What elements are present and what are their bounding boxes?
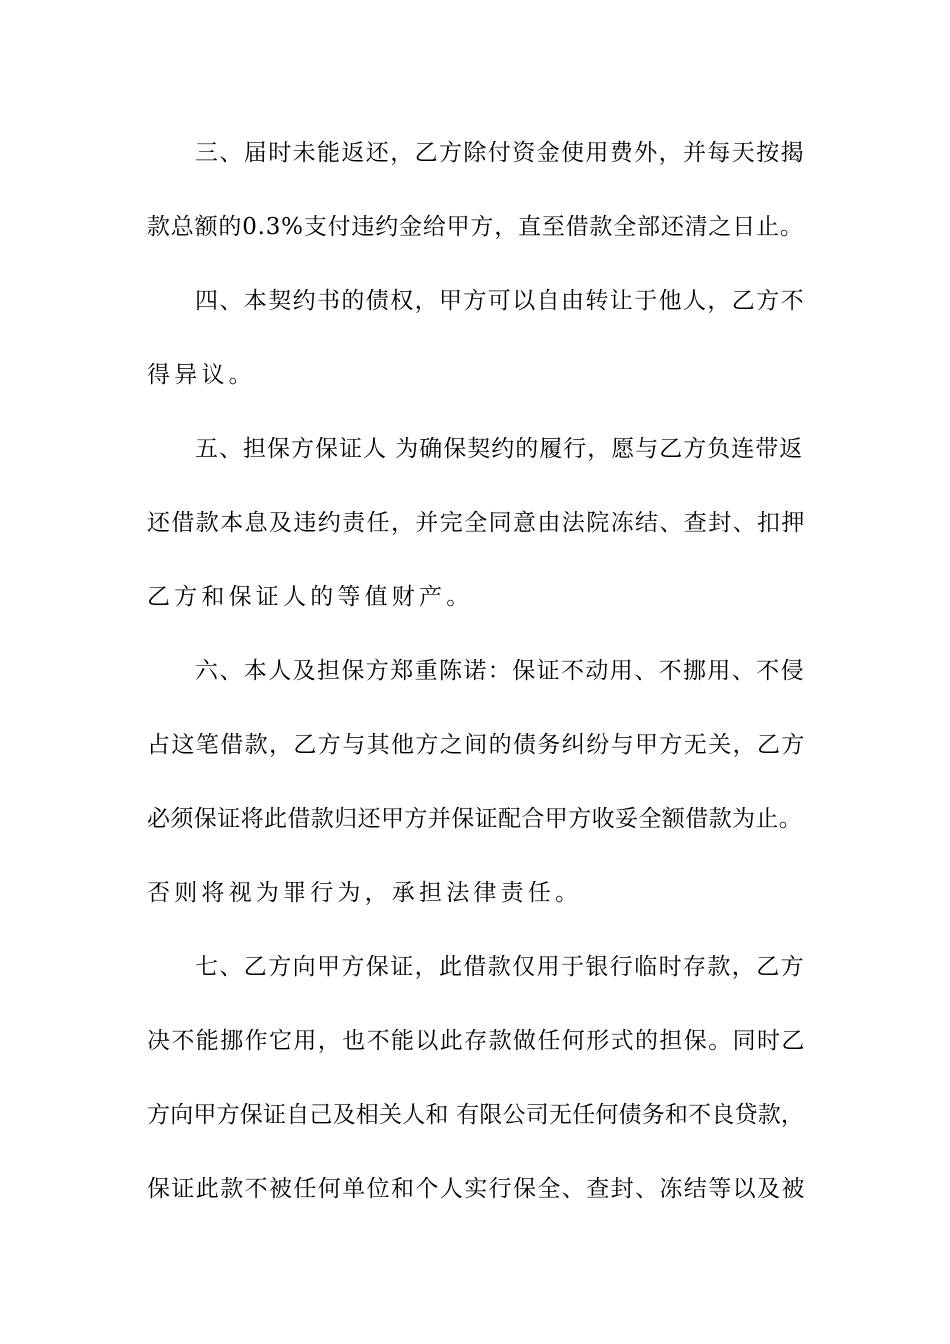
clause-7-line-4: 保证此款不被任何单位和个人实行保全、查封、冻结等以及被 xyxy=(147,1176,806,1202)
clause-6-line-4: 否则将视为罪行为，承担法律责任。 xyxy=(147,880,583,906)
clause-6-line-3: 必须保证将此借款归还甲方并保证配合甲方收妥全额借款为止。 xyxy=(147,806,803,832)
clause-5-line-2: 还借款本息及违约责任，并完全同意由法院冻结、查封、扣押 xyxy=(147,510,806,536)
clause-6-line-2: 占这笔借款，乙方与其他方之间的债务纠纷与甲方无关，乙方 xyxy=(147,732,806,758)
clause-4-line-2: 得异议。 xyxy=(147,362,256,388)
clause-4-line-1: 四、本契约书的债权，甲方可以自由转让于他人，乙方不 xyxy=(195,288,805,314)
clause-7-line-2: 决不能挪作它用，也不能以此存款做任何形式的担保。同时乙 xyxy=(147,1028,806,1054)
clause-6-line-1: 六、本人及担保方郑重陈诺：保证不动用、不挪用、不侵 xyxy=(195,658,805,684)
clause-3-line-1: 三、届时未能返还，乙方除付资金使用费外，并每天按揭 xyxy=(195,140,805,166)
clause-7-line-1: 七、乙方向甲方保证，此借款仅用于银行临时存款，乙方 xyxy=(195,954,805,980)
clause-3-line-2: 款总额的0.3%支付违约金给甲方，直至借款全部还清之日止。 xyxy=(147,214,804,240)
clause-7-line-3: 方向甲方保证自己及相关人和 有限公司无任何债务和不良贷款， xyxy=(147,1102,805,1128)
clause-5-line-1: 五、担保方保证人 为确保契约的履行，愿与乙方负连带返 xyxy=(195,436,804,462)
clause-5-line-3: 乙方和保证人的等值财产。 xyxy=(147,584,474,610)
